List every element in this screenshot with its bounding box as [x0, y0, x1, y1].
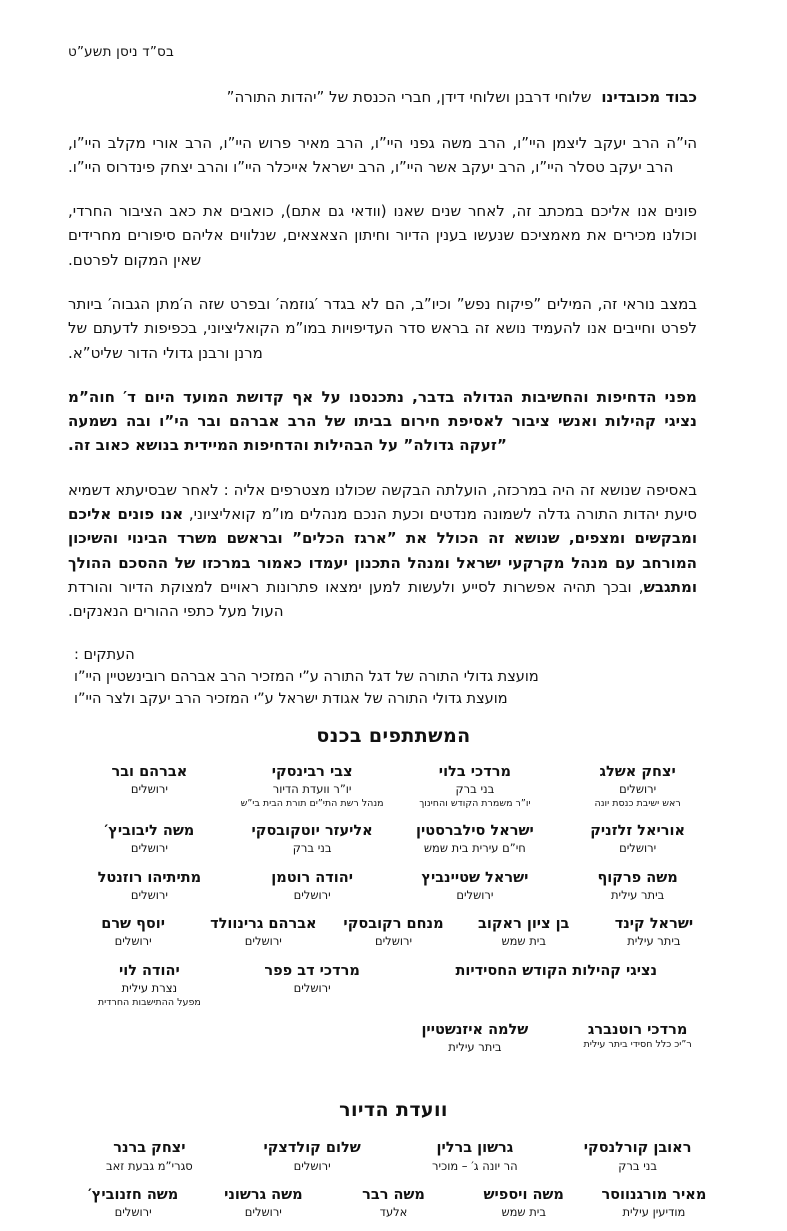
- participant-name: משה פרקוף: [597, 869, 678, 886]
- participant-cell: [459, 913, 589, 960]
- participant-city: בני ברק: [292, 841, 332, 856]
- participant-cell: [198, 913, 328, 960]
- copies-block: [68, 644, 719, 711]
- table-row: [68, 1184, 719, 1231]
- participant-name: יהודה רוטמן: [271, 869, 354, 886]
- participant-cell: [68, 867, 231, 914]
- committee-city: ירושלים: [293, 1158, 331, 1173]
- paragraph-5-pre: באסיפה שנושא זה היה במרכזה, הועלתה הבקשה שכולנו מצטרפים אליה : לאחר שבסיעתא דשמיא סיעת יהדות התורה גדלה לשמונה מנדטים וכעת הנכם מנהלים מו”מ קואליציוני,: [68, 480, 697, 524]
- participant-cell: [231, 867, 394, 914]
- paragraph-5-post: , ובכך תהיה אפשרות לסייע ולעשות למען ימצאו פתרונות ראויים למצוקת הדיור והורדת העול מעל כתפי ההורים הנאנקים.: [68, 577, 644, 621]
- participant-name: מרדכי דב פפר: [264, 962, 360, 979]
- participants-table-row4: [68, 913, 719, 960]
- participant-cell: [556, 1019, 719, 1066]
- copies-label: העתקים :: [74, 646, 135, 663]
- committee-name: גרשון ברלין: [436, 1140, 514, 1157]
- committee-city: מודיעין עילית: [622, 1205, 686, 1220]
- salutation-rest: שלוחי דרבנן ושלוחי דידן, חברי הכנסת של ”יהדות התורה”: [226, 88, 592, 106]
- participant-name: אוריאל זלזניק: [590, 822, 686, 839]
- participant-role: מפעל ההתישבות החרדית: [97, 996, 201, 1008]
- participant-name: מתיתיהו רוזנטל: [97, 869, 202, 886]
- committee-city: בית שמש: [501, 1205, 546, 1220]
- participant-cell: [68, 913, 198, 960]
- committee-city: אלעד: [379, 1205, 408, 1220]
- participant-cell: [394, 1019, 557, 1066]
- table-row: [68, 913, 719, 960]
- bsd-header: בס”ד ניסן תשע”ט: [68, 44, 175, 60]
- committee-name: משה גרשוני: [224, 1187, 303, 1204]
- participant-name: צבי רבינסקי: [271, 763, 353, 780]
- committee-name: משה רבר: [362, 1187, 425, 1204]
- participant-city: ירושלים: [374, 934, 413, 949]
- participant-city: יו”ר וועדת הדיור: [272, 782, 352, 797]
- salutation-bold: כבוד מכובדינו: [601, 88, 697, 106]
- participant-cell: [68, 960, 231, 1019]
- participant-name: יצחק אשלג: [599, 763, 676, 780]
- committee-name: שלום קולדצקי: [263, 1140, 361, 1157]
- participant-city: ירושלים: [244, 934, 282, 949]
- participant-city: ירושלים: [130, 782, 168, 797]
- table-row: [68, 867, 719, 914]
- paragraph-2: פונים אנו אליכם במכתב זה, לאחר שנים שאנו (וודאי גם אתם), כואבים את כאב הציבור החרדי, וכולנו מכירים את מאמציכם שנעשו בענין הדיור וחיתון הצאצאים, שנלווים אליהם סיפורים מחרידים שאין המקום לפרטם.: [68, 202, 697, 269]
- participant-name: יהודה לוי: [118, 962, 180, 979]
- participant-role: יו”ר משמרת הקודש והחינוך: [419, 797, 531, 809]
- table-row: [68, 1019, 719, 1066]
- committee-title: וועדת הדיור: [339, 1099, 448, 1122]
- committee-cell: [68, 1137, 231, 1184]
- participant-city: נצרת עילית: [121, 980, 178, 995]
- participant-cell: [394, 867, 557, 914]
- participant-name: אליעזר יוטקובסקי: [251, 822, 373, 839]
- committee-name: ראובן קורלנסקי: [583, 1140, 692, 1157]
- committee-cell: [68, 1184, 198, 1231]
- chassidic-group-heading-cell: [394, 960, 720, 1019]
- committee-city: ירושלים: [114, 1205, 152, 1220]
- copies-line-1: מועצת גדולי התורה של דגל התורה ע”י המזכיר הרב אברהם רובינשטיין היי”ו: [74, 669, 539, 686]
- participant-cell: [556, 820, 719, 867]
- participant-city: ירושלים: [293, 887, 331, 902]
- participant-city: חי”ם עירית בית שמש: [423, 841, 526, 856]
- paragraph-4-bold: מפני הדחיפות והחשיבות הגדולה בדבר, נתכנסנו על אף קדושת המועד היום ד′ חוה”מ נציגי קהילות ואנשי ציבור לאסיפת חירום בביתו של הרב אברהם ובר הי”ו ובה נשמעה ”זעקה גדולה” על הבהילות והדחיפות המיידית בנושא כאוב זה.: [68, 387, 697, 455]
- participant-name: מרדכי בלוי: [438, 763, 511, 780]
- table-row: [68, 820, 719, 867]
- participant-city: ירושלים: [114, 934, 152, 949]
- participant-cell: [394, 761, 557, 820]
- salutation-line: [68, 86, 719, 109]
- committee-name: משה חזנוביץ′: [87, 1187, 179, 1204]
- participant-name: בן ציון ראקוב: [478, 916, 570, 933]
- participant-cell: [231, 761, 394, 820]
- paragraph-5-mixed: [68, 478, 719, 624]
- participant-role: מנהל רשת התי”ים תורת הבית בי”ש: [240, 797, 384, 809]
- paragraph-3: במצב נוראי זה, המילים ”פיקוח נפש” וכיו”ב, הם לא בגדר ′גוזמה′ ובפרט שזה ה′מתן הגבוה′ ביותר לפרט וחייבים אנו להעמיד נושא זה בראש סדר העדיפויות במו”מ הקואליציוני, בכפיפות לדעתם של מרנן ורבנן גדולי הדור שליט”א.: [68, 294, 697, 362]
- participant-city: ירושלים: [130, 887, 168, 902]
- committee-city: סגרי”מ גבעת זאב: [105, 1158, 193, 1173]
- committee-cell: [198, 1184, 328, 1231]
- committee-city: בני ברק: [618, 1158, 658, 1173]
- committee-cell: [589, 1184, 719, 1231]
- participant-name: ישראל שטיינביץ: [421, 869, 529, 886]
- participant-city: בית שמש: [501, 934, 546, 949]
- committee-cell: [459, 1184, 589, 1231]
- committee-table-row2: [68, 1184, 719, 1231]
- participant-role: ר”יכ כלל חסידי ביתר עילית: [583, 1038, 692, 1050]
- participant-cell: [556, 867, 719, 914]
- participant-city: ביתר עילית: [627, 934, 681, 949]
- empty-cell: [231, 1019, 394, 1066]
- participant-name: מנחם רקובסקי: [343, 916, 444, 933]
- participant-cell: [68, 820, 231, 867]
- participant-name: ישראל קינד: [614, 916, 694, 933]
- participants-title: המשתתפים בכנס: [316, 724, 471, 747]
- committee-cell: [328, 1184, 458, 1231]
- participant-city: ירושלים: [619, 782, 657, 797]
- chassidic-group-table: [68, 960, 719, 1066]
- participant-name: משה ליבוביץ′: [104, 822, 195, 839]
- participant-cell: [231, 960, 394, 1019]
- participant-city: ביתר עילית: [610, 887, 665, 902]
- empty-cell: [68, 1019, 231, 1066]
- committee-city: ירושלים: [244, 1205, 282, 1220]
- participant-city: ירושלים: [293, 980, 331, 995]
- participant-cell: [589, 913, 719, 960]
- paragraph-5-bold: אנו פונים אליכם ומבקשים ומצפים, שנושא זה הכולל את ”ארגז הכלים” ובראשם משרד הבינוי והשיכון המורחב עם מנהל מקרקעי ישראל ומנהל התכנון יעמדו כאמור במרכזו של ההסכם ההולך ומתגבש: [68, 505, 697, 596]
- table-row: [68, 960, 719, 1019]
- committee-cell: [556, 1137, 719, 1184]
- participant-name: אברהם ובר: [111, 763, 188, 780]
- paragraph-1: הי”ה הרב יעקב ליצמן היי”ו, הרב משה גפני היי”ו, הרב מאיר פרוש היי”ו, הרב אורי מקלב היי”ו, הרב יעקב טסלר היי”ו, הרב יעקב אשר היי”ו, הרב ישראל אייכלר היי”ו והרב יצחק פינדרוס היי”ו.: [68, 133, 697, 176]
- table-row: [68, 1137, 719, 1184]
- committee-name: יצחק ברנר: [113, 1140, 186, 1157]
- participant-city: ירושלים: [130, 841, 168, 856]
- participant-cell: [394, 820, 557, 867]
- participants-table: [68, 761, 719, 913]
- committee-cell: [394, 1137, 557, 1184]
- participant-city: ירושלים: [456, 887, 494, 902]
- participant-city: ירושלים: [619, 841, 657, 856]
- committee-city: הר יונה ג′ – מוכיר: [432, 1158, 518, 1173]
- committee-table: [68, 1137, 719, 1184]
- participant-city: ביתר עילית: [448, 1039, 502, 1054]
- participant-cell: [231, 820, 394, 867]
- participant-name: אברהם גרינוולד: [210, 916, 317, 933]
- chassidic-group-heading: נציגי קהילות הקודש החסידיות: [455, 962, 658, 979]
- participant-name: מרדכי רוטנברג: [587, 1021, 688, 1038]
- participant-name: שלמה איזנשטיין: [421, 1021, 529, 1038]
- participant-name: יוסף שרם: [101, 916, 165, 933]
- participant-cell: [328, 913, 458, 960]
- committee-name: משה ויספיש: [483, 1187, 564, 1204]
- participant-role: ראש ישיבת כנסת יונה: [594, 797, 681, 809]
- committee-cell: [231, 1137, 394, 1184]
- participant-city: בני ברק: [455, 782, 495, 797]
- table-row: [68, 761, 719, 820]
- participant-name: ישראל סילברסטין: [415, 822, 534, 839]
- participant-cell: [556, 761, 719, 820]
- participant-cell: [68, 761, 231, 820]
- copies-line-2: מועצת גדולי התורה של אגודת ישראל ע”י המזכיר הרב יעקב ולצר היי”ו: [74, 691, 508, 708]
- committee-name: מאיר מורגנווסר: [601, 1187, 707, 1204]
